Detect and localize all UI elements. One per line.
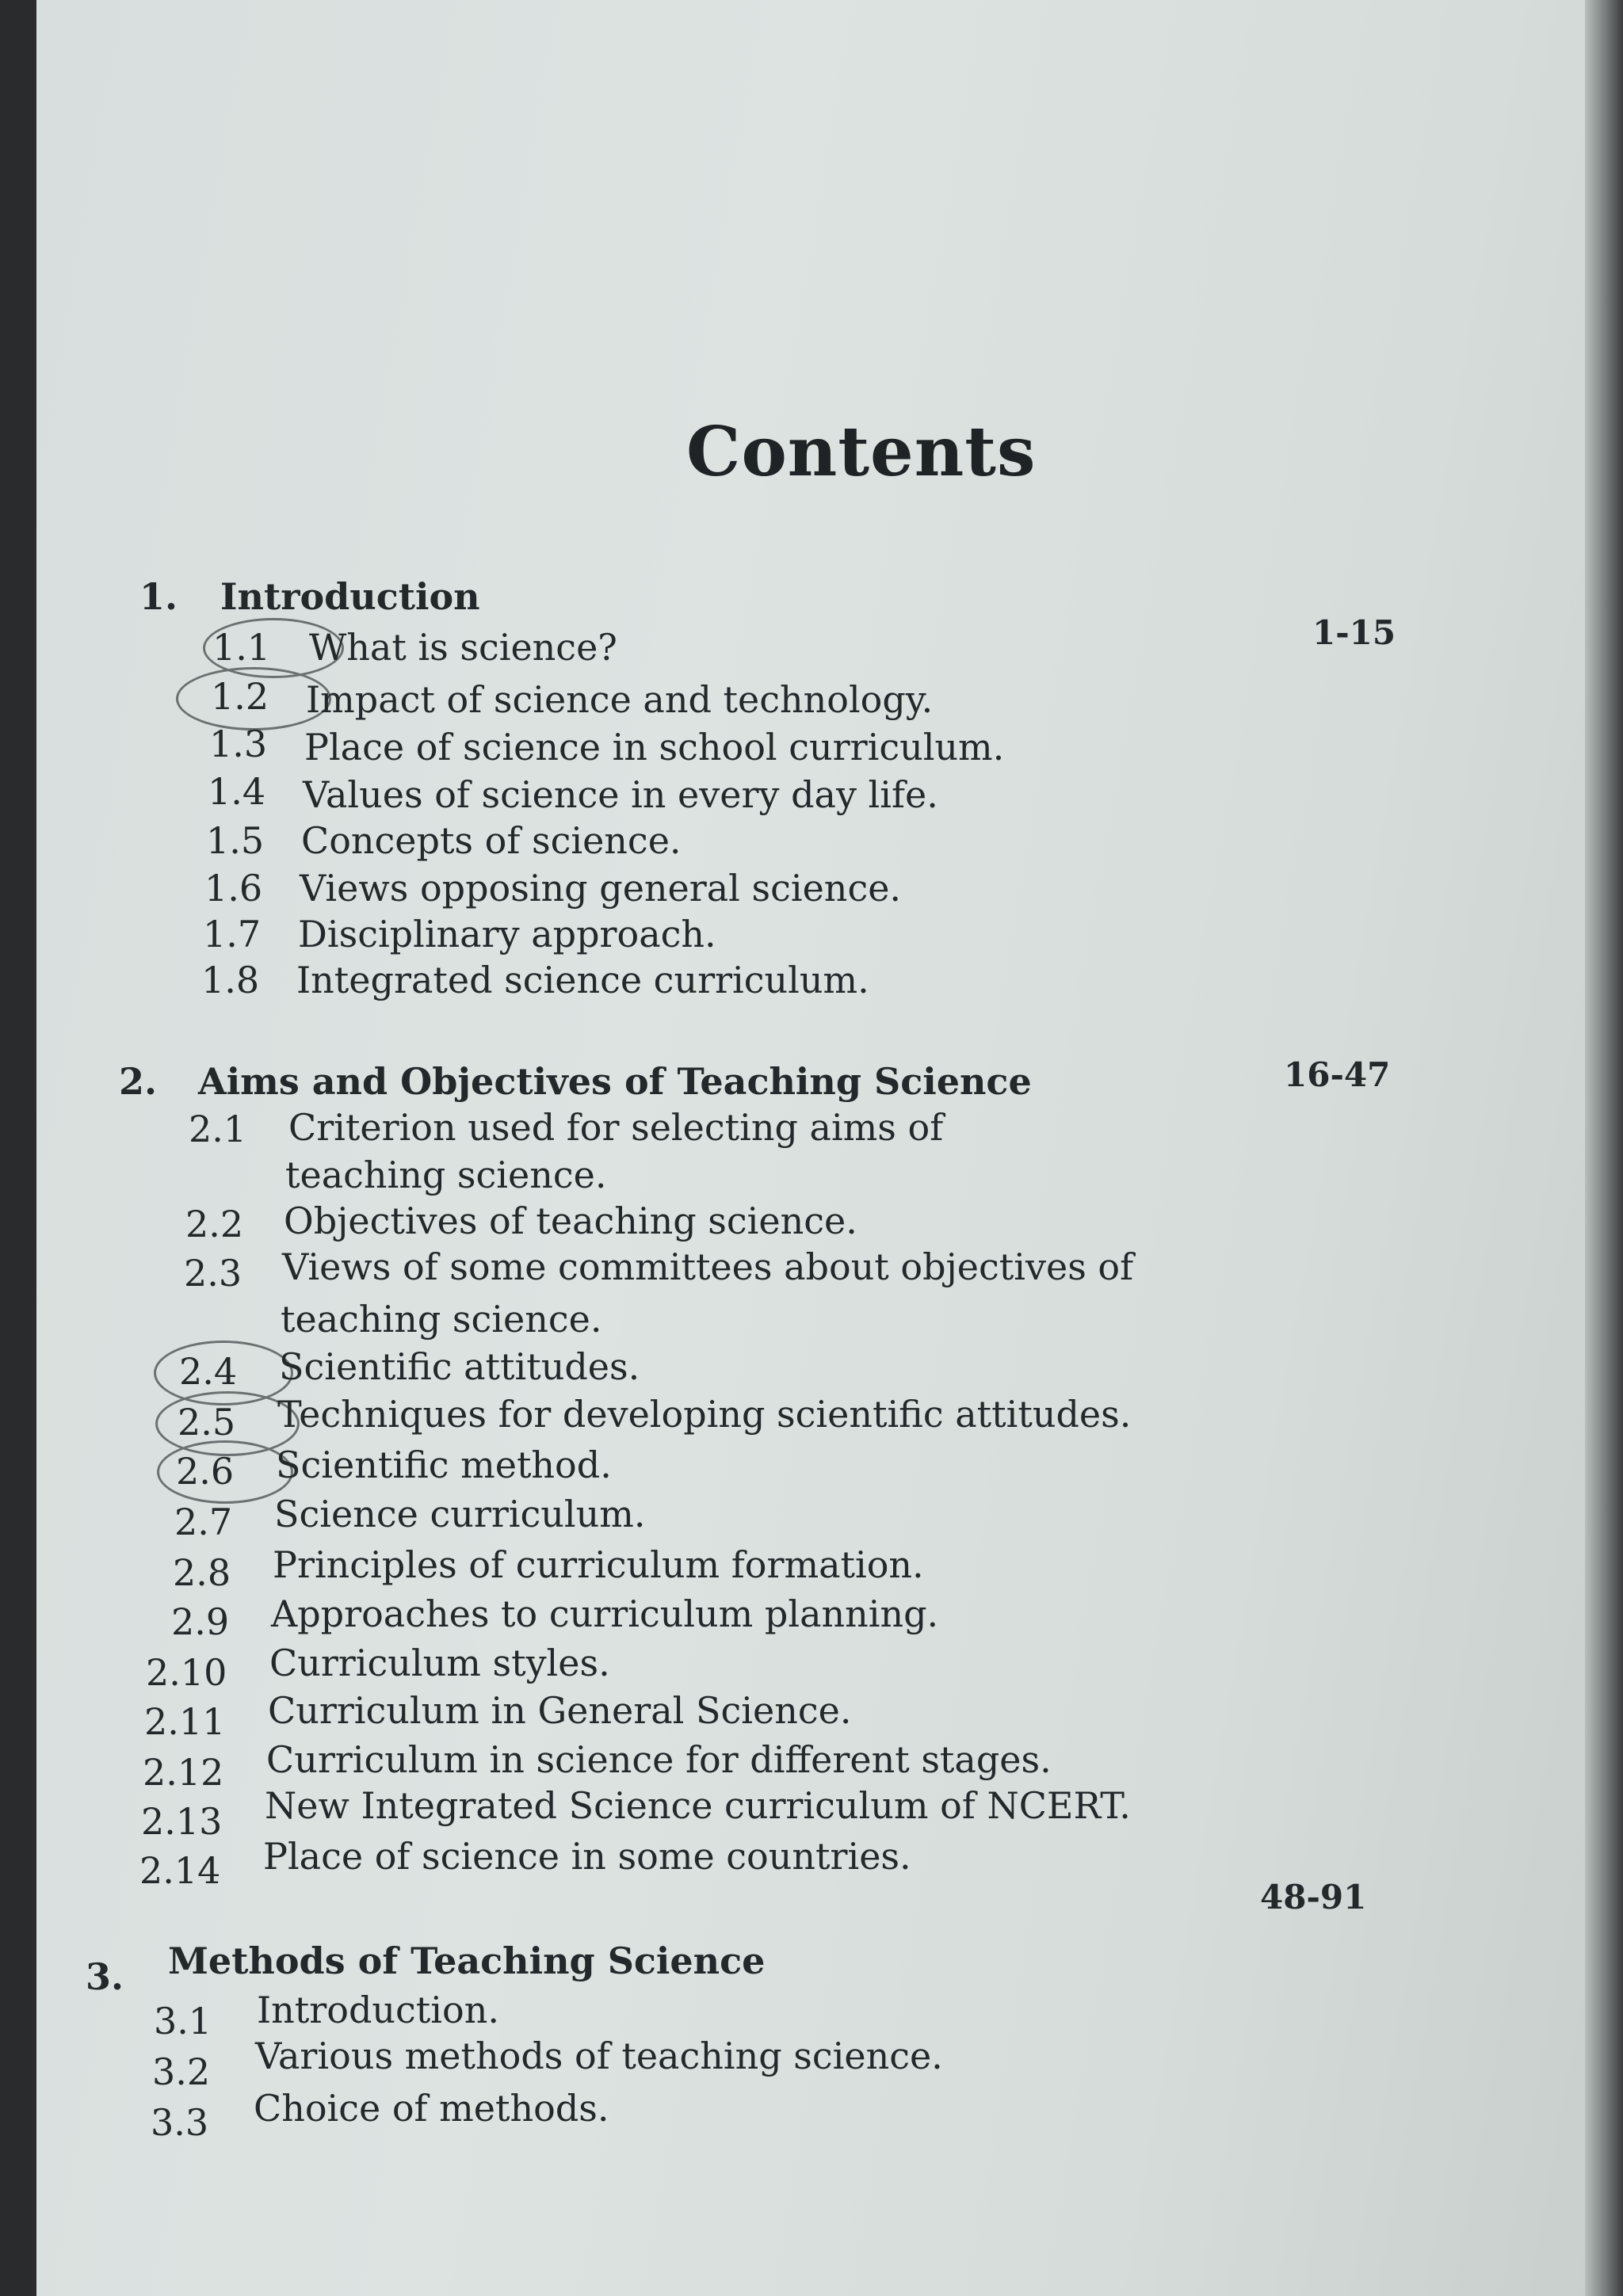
chapter-page-range: 16-47 <box>1284 1055 1391 1094</box>
section-title-continued: teaching science. <box>281 1298 602 1341</box>
section-number: 1.3 <box>209 723 268 765</box>
section-number: 1.7 <box>203 913 262 955</box>
section-number: 1.8 <box>201 959 260 1001</box>
chapter-title: Methods of Teaching Science <box>168 1939 766 1982</box>
section-number: 1.5 <box>206 819 265 862</box>
section-title: What is science? <box>309 626 617 669</box>
section-number: 2.3 <box>184 1252 242 1295</box>
section-title: Curriculum in General Science. <box>268 1689 852 1732</box>
chapter-number: 2. <box>119 1060 158 1103</box>
chapter-number: 3. <box>86 1955 124 1998</box>
section-title: Concepts of science. <box>301 819 682 862</box>
section-number: 2.1 <box>189 1108 247 1150</box>
chapter-page-range: 1-15 <box>1312 613 1396 652</box>
section-title: Various methods of teaching science. <box>255 2035 943 2077</box>
section-number: 1.1 <box>212 626 271 669</box>
section-title: Scientific method. <box>276 1444 612 1486</box>
section-title: Objectives of teaching science. <box>284 1199 857 1242</box>
section-number: 3.2 <box>152 2050 211 2093</box>
chapter-number: 1. <box>139 575 178 618</box>
section-number: 2.10 <box>146 1651 227 1694</box>
section-number: 2.9 <box>171 1600 230 1643</box>
section-number: 2.2 <box>185 1203 244 1245</box>
section-title: Techniques for developing scientific attitudes. <box>277 1393 1132 1436</box>
section-title: Curriculum in science for different stages. <box>266 1738 1052 1781</box>
section-number: 2.13 <box>141 1800 223 1843</box>
section-title: Scientific attitudes. <box>279 1345 640 1388</box>
book-page-edge <box>1585 0 1623 2296</box>
section-number: 1.6 <box>204 867 263 910</box>
section-title: Choice of methods. <box>254 2087 609 2130</box>
section-title: Curriculum styles. <box>269 1642 610 1684</box>
section-number: 2.14 <box>139 1849 221 1892</box>
section-title: Place of science in school curriculum. <box>304 726 1005 769</box>
section-title: Place of science in some countries. <box>263 1835 911 1878</box>
section-title: Views opposing general science. <box>300 867 902 910</box>
chapter-page-range: 48-91 <box>1260 1878 1367 1917</box>
chapter-title: Introduction <box>220 575 480 618</box>
chapter-title: Aims and Objectives of Teaching Science <box>198 1060 1032 1103</box>
section-title: New Integrated Science curriculum of NCERT. <box>265 1784 1131 1827</box>
section-title: Impact of science and technology. <box>306 678 934 721</box>
section-number: 2.7 <box>174 1501 233 1543</box>
section-title: Criterion used for selecting aims of <box>288 1106 944 1149</box>
section-title: Values of science in every day life. <box>303 773 938 816</box>
section-number: 2.6 <box>176 1450 235 1493</box>
section-title: Introduction. <box>257 1989 499 2031</box>
section-number: 2.8 <box>173 1551 231 1594</box>
section-title: Views of some committees about objectives of <box>282 1245 1134 1288</box>
section-number: 2.11 <box>144 1700 226 1743</box>
section-number: 1.2 <box>211 675 269 718</box>
section-title: Science curriculum. <box>274 1493 646 1535</box>
section-number: 3.3 <box>151 2101 209 2144</box>
section-number: 1.4 <box>208 770 266 813</box>
section-number: 2.12 <box>143 1751 224 1794</box>
section-title: Approaches to curriculum planning. <box>271 1592 939 1635</box>
section-title: Integrated science curriculum. <box>296 959 869 1001</box>
book-page <box>36 0 1590 2296</box>
page-title: Contents <box>686 412 1037 492</box>
section-number: 2.4 <box>179 1350 238 1393</box>
section-number: 3.1 <box>154 2000 212 2042</box>
section-title-continued: teaching science. <box>285 1154 607 1196</box>
section-title: Principles of curriculum formation. <box>273 1543 924 1586</box>
section-number: 2.5 <box>178 1401 236 1444</box>
section-title: Disciplinary approach. <box>298 913 716 955</box>
